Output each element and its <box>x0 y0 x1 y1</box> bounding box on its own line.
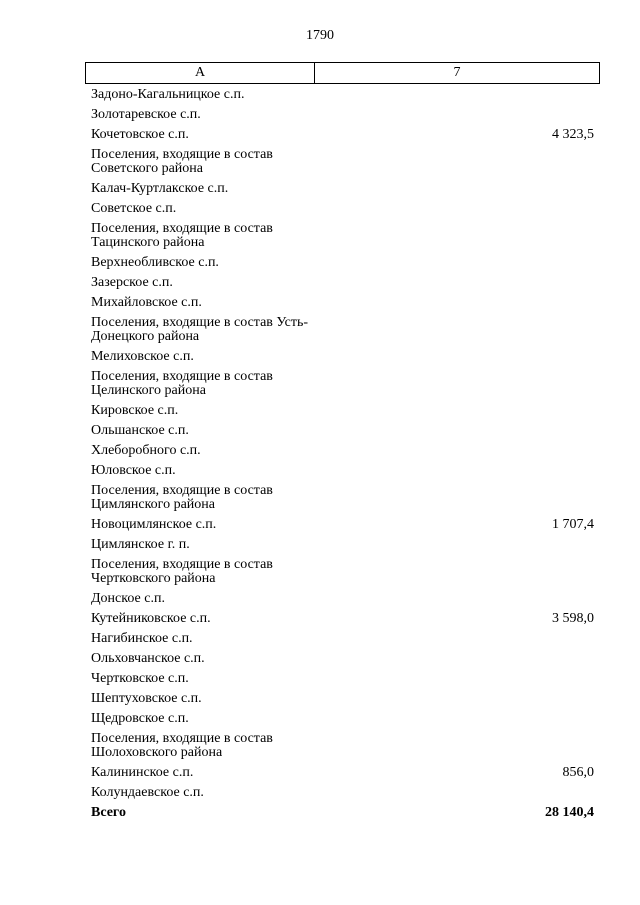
table-row <box>85 199 600 219</box>
settlement-name: Хлеборобного с.п. <box>91 443 201 458</box>
table-row <box>85 179 600 199</box>
table-header-row <box>85 62 600 84</box>
settlement-name: Нагибинское с.п. <box>91 631 193 646</box>
table-row <box>85 589 600 609</box>
table-row <box>85 273 600 293</box>
amount-value: 4 323,5 <box>552 127 594 142</box>
settlement-name: Донское с.п. <box>91 591 165 606</box>
table-row <box>85 649 600 669</box>
table-row <box>85 347 600 367</box>
settlement-name: Зазерское с.п. <box>91 275 173 290</box>
settlement-name: Советское с.п. <box>91 201 177 216</box>
amount-value: 856,0 <box>562 765 594 780</box>
settlement-name: Юловское с.п. <box>91 463 176 478</box>
table-row <box>85 535 600 555</box>
settlement-name: Калининское с.п. <box>91 765 194 780</box>
page-number: 1790 <box>306 28 334 43</box>
settlement-name: Михайловское с.п. <box>91 295 202 310</box>
table-row <box>85 481 600 515</box>
column-header-a: А <box>86 63 315 83</box>
table-row <box>85 125 600 145</box>
settlement-name: Ольшанское с.п. <box>91 423 189 438</box>
table-row <box>85 461 600 481</box>
table-row <box>85 629 600 649</box>
table-row <box>85 689 600 709</box>
settlement-name: Поселения, входящие в состав Усть-Донецкого района <box>91 315 309 344</box>
column-header-7: 7 <box>453 65 461 80</box>
table-row <box>85 145 600 179</box>
table-body <box>85 85 600 823</box>
settlement-name: Ольховчанское с.п. <box>91 651 205 666</box>
table-row <box>85 253 600 273</box>
table-row <box>85 729 600 763</box>
settlement-name: Поселения, входящие в состав Шолоховского района <box>91 731 273 760</box>
table-row <box>85 219 600 253</box>
total-value: 28 140,4 <box>545 805 594 820</box>
settlement-name: Калач-Куртлакское с.п. <box>91 181 229 196</box>
settlement-name: Поселения, входящие в состав Советского района <box>91 147 273 176</box>
table-row <box>85 669 600 689</box>
settlement-name: Кировское с.п. <box>91 403 179 418</box>
allocation-table <box>85 62 600 823</box>
settlement-name: Золотаревское с.п. <box>91 107 201 122</box>
settlement-name: Верхнеобливское с.п. <box>91 255 219 270</box>
table-row <box>85 609 600 629</box>
settlement-name: Щедровское с.п. <box>91 711 189 726</box>
table-row <box>85 367 600 401</box>
table-row <box>85 105 600 125</box>
table-row <box>85 763 600 783</box>
settlement-name: Поселения, входящие в состав Цимлянского района <box>91 483 273 512</box>
table-row <box>85 441 600 461</box>
total-row <box>85 803 600 823</box>
table-row <box>85 783 600 803</box>
table-row <box>85 709 600 729</box>
table-row <box>85 401 600 421</box>
settlement-name: Чертковское с.п. <box>91 671 189 686</box>
settlement-name: Новоцимлянское с.п. <box>91 517 217 532</box>
table-row <box>85 515 600 535</box>
amount-value: 3 598,0 <box>552 611 594 626</box>
settlement-name: Поселения, входящие в состав Чертковского района <box>91 557 273 586</box>
table-row <box>85 421 600 441</box>
table-row <box>85 313 600 347</box>
total-label: Всего <box>91 805 126 820</box>
amount-value: 1 707,4 <box>552 517 594 532</box>
table-row <box>85 85 600 105</box>
settlement-name: Поселения, входящие в состав Тацинского района <box>91 221 273 250</box>
settlement-name: Мелиховское с.п. <box>91 349 194 364</box>
settlement-name: Задоно-Кагальницкое с.п. <box>91 87 245 102</box>
settlement-name: Кутейниковское с.п. <box>91 611 211 626</box>
table-row <box>85 293 600 313</box>
settlement-name: Цимлянское г. п. <box>91 537 190 552</box>
settlement-name: Шептуховское с.п. <box>91 691 202 706</box>
table-row <box>85 555 600 589</box>
settlement-name: Поселения, входящие в состав Целинского района <box>91 369 273 398</box>
settlement-name: Колундаевское с.п. <box>91 785 204 800</box>
settlement-name: Кочетовское с.п. <box>91 127 189 142</box>
